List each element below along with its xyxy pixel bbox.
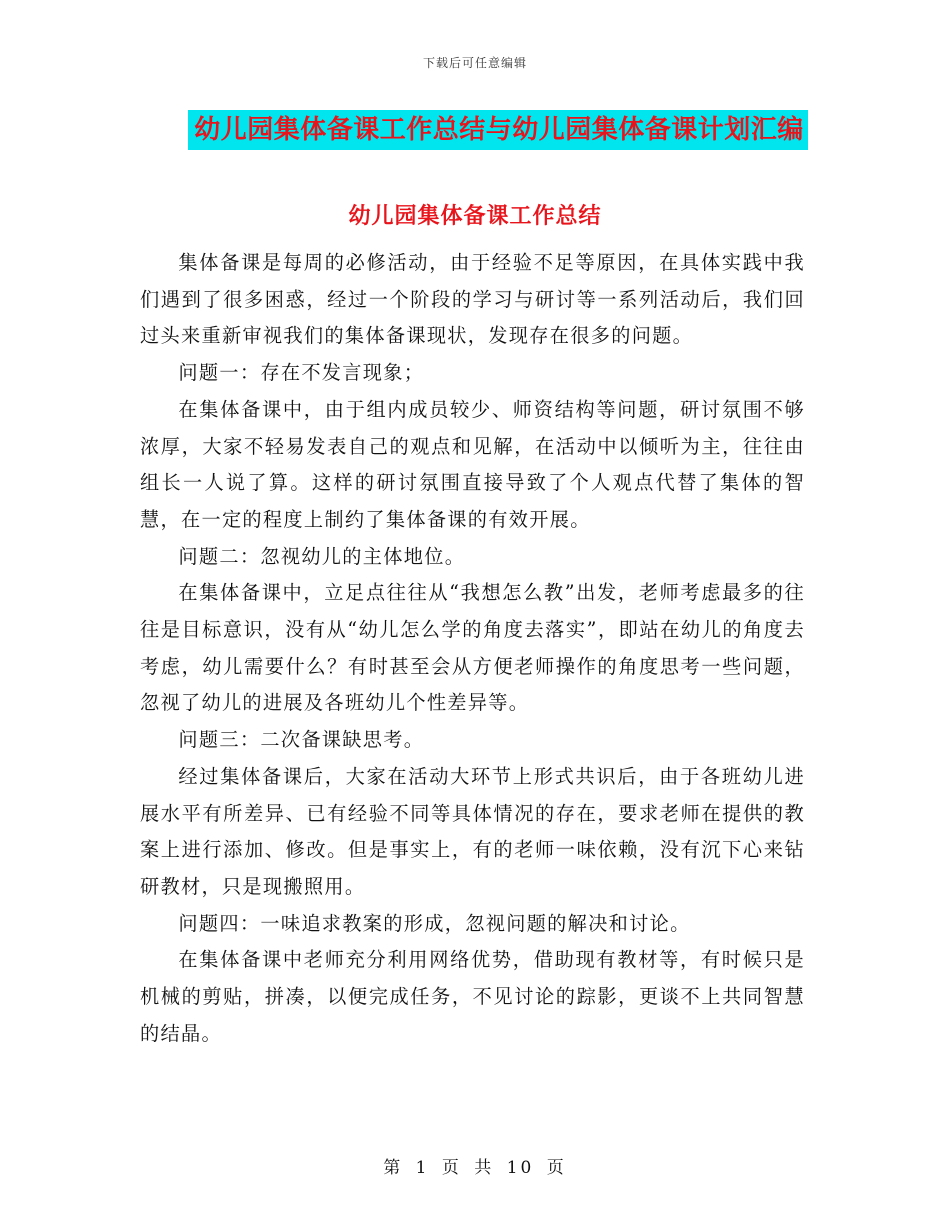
paragraph: 问题三：二次备课缺思考。 [178,728,425,752]
paragraph: 问题四：一味追求教案的形成，忽视问题的解决和讨论。 [178,911,691,935]
paragraph: 经过集体备课后，大家在活动大环节上形式共识后，由于各班幼儿进展水平有所差异、已有经验不同等具体情况的存在，要求老师在提供的教案上进行添加、修改。但是事实上，有的老师一味依赖，没有沉下心来钻研教材，只是现搬照用。 [140,764,805,898]
paragraph: 在集体备课中，立足点往往从“我想怎么教”出发，老师考虑最多的往往是目标意识，没有从“幼儿怎么学的角度去落实”，即站在幼儿的角度去考虑，幼儿需要什么？有时甚至会从方便老师操作的角度思考一些问题，忽视了幼儿的进展及各班幼儿个性差异等。 [140,581,805,715]
paragraph: 在集体备课中，由于组内成员较少、师资结构等问题，研讨氛围不够浓厚，大家不轻易发表自己的观点和见解，在活动中以倾听为主，往往由组长一人说了算。这样的研讨氛围直接导致了个人观点代替了集体的智慧，在一定的程度上制约了集体备课的有效开展。 [140,397,805,531]
paragraph: 在集体备课中老师充分利用网络优势，借助现有教材等，有时候只是机械的剪贴，拼凑，以便完成任务，不见讨论的踪影，更谈不上共同智慧的结晶。 [140,948,805,1045]
page-number-footer: 第 1 页 共 10 页 [383,1158,567,1178]
section-title: 幼儿园集体备课工作总结 [348,203,602,229]
paragraph: 问题二：忽视幼儿的主体地位。 [178,544,466,568]
header-note: 下载后可任意编辑 [422,56,527,70]
paragraph: 集体备课是每周的必修活动，由于经验不足等原因，在具体实践中我们遇到了很多困惑，经过一个阶段的学习与研讨等一系列活动后，我们回过头来重新审视我们的集体备课现状，发现存在很多的问题。 [140,251,805,348]
document-body [140,245,805,1052]
document-title: 幼儿园集体备课工作总结与幼儿园集体备课计划汇编 [188,110,808,150]
paragraph: 问题一：存在不发言现象； [178,361,425,385]
document-title-container [0,110,950,150]
